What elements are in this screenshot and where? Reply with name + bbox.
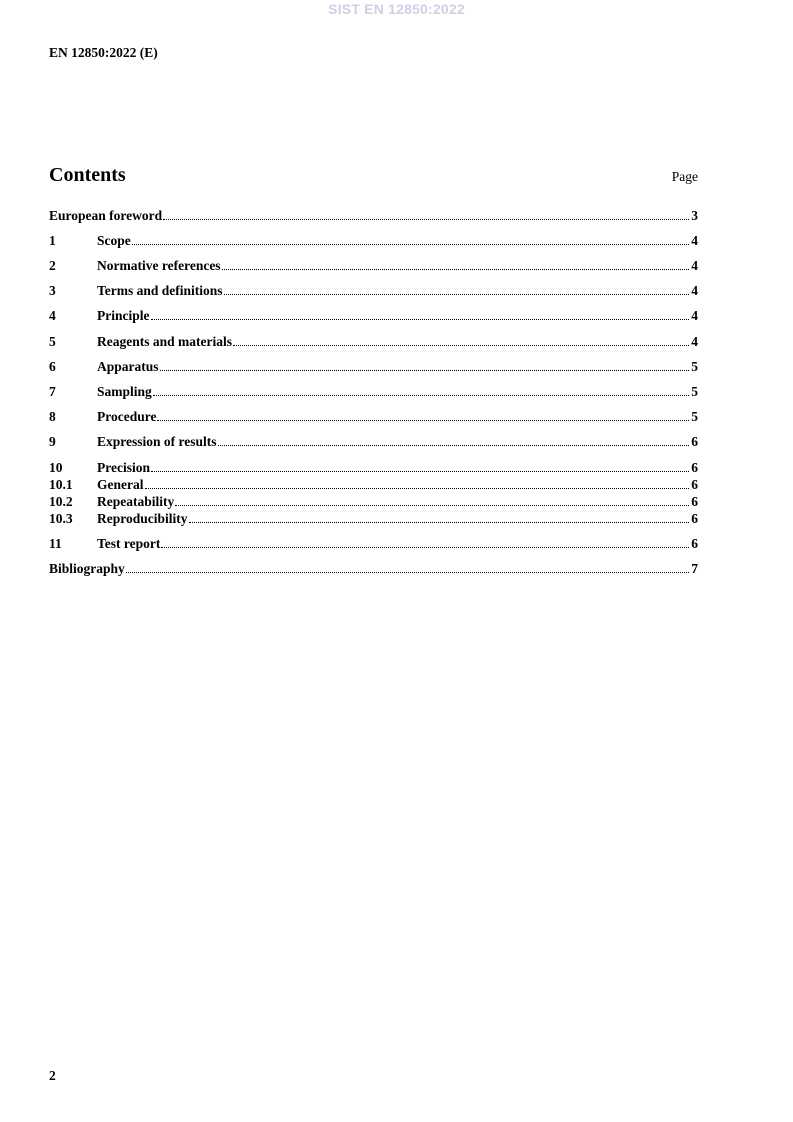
toc-entry-title: Precision [97,460,150,475]
toc-entry-number: 6 [49,359,56,374]
toc-entry-number: 10.1 [49,477,73,492]
toc-entry-number: 7 [49,384,56,399]
toc-entry-title: Expression of results [97,434,217,449]
toc-entry-number: 10.3 [49,511,73,526]
toc-entry-reproducibility[interactable] [49,511,698,527]
dot-leader [151,470,689,472]
toc-entry-number: 4 [49,308,56,323]
toc-entry-apparatus[interactable] [49,359,698,375]
toc-entry-page: 4 [691,233,698,248]
toc-entry-title: Normative references [97,258,221,273]
toc-entry-number: 3 [49,283,56,298]
toc-entry-page: 6 [691,460,698,475]
toc-entry-page: 6 [691,494,698,509]
toc-entry-title: Apparatus [97,359,159,374]
toc-entry-page: 5 [691,384,698,399]
toc-entry-title: Bibliography [49,561,125,576]
toc-entry-title: Test report [97,536,161,551]
toc-entry-page: 7 [691,561,698,576]
toc-entry-title: Sampling [97,384,152,399]
toc-entry-title: Scope [97,233,131,248]
toc-entry-bibliography[interactable] [49,561,698,577]
toc-entry-page: 6 [691,536,698,551]
toc-entry-normative-references[interactable] [49,258,698,274]
toc-entry-test-report[interactable] [49,536,698,552]
document-id: EN 12850:2022 (E) [49,45,158,60]
dot-leader [153,394,689,396]
toc-entry-expression-of-results[interactable] [49,434,698,450]
dot-leader [160,369,690,371]
dot-leader [218,444,690,446]
toc-entry-page: 3 [691,208,698,223]
page-column-label: Page [671,169,698,184]
toc-entry-number: 8 [49,409,56,424]
toc-entry-number: 10.2 [49,494,73,509]
toc-entry-scope[interactable] [49,233,698,249]
toc-entry-precision[interactable] [49,460,698,476]
toc-entry-title: Procedure [97,409,157,424]
toc-entry-european-foreword[interactable] [49,208,698,224]
contents-heading: Contents [49,164,126,186]
toc-entry-page: 6 [691,511,698,526]
toc-entry-procedure[interactable] [49,409,698,425]
toc-entry-title: European foreword [49,208,163,223]
toc-entry-title: Terms and definitions [97,283,223,298]
dot-leader [126,571,689,573]
toc-entry-terms-and-definitions[interactable] [49,283,698,299]
toc-entry-title: Reagents and materials [97,334,232,349]
toc-entry-page: 5 [691,359,698,374]
toc-entry-page: 4 [691,283,698,298]
toc-entry-page: 6 [691,434,698,449]
toc-entry-page: 4 [691,258,698,273]
dot-leader [222,268,690,270]
dot-leader [157,419,689,421]
dot-leader [189,521,690,523]
toc-entry-title: Principle [97,308,150,323]
toc-entry-principle[interactable] [49,308,698,324]
dot-leader [145,487,690,489]
toc-entry-number: 11 [49,536,62,551]
toc-entry-page: 5 [691,409,698,424]
toc-entry-title: Reproducibility [97,511,188,526]
toc-entry-reagents-and-materials[interactable] [49,334,698,350]
toc-entry-sampling[interactable] [49,384,698,400]
toc-entry-page: 6 [691,477,698,492]
toc-entry-number: 5 [49,334,56,349]
dot-leader [163,218,689,220]
toc-entry-page: 4 [691,308,698,323]
dot-leader [161,546,689,548]
dot-leader [233,344,689,346]
toc-entry-page: 4 [691,334,698,349]
dot-leader [151,318,690,320]
page-number: 2 [49,1068,56,1083]
toc-entry-repeatability[interactable] [49,494,698,510]
toc-entry-number: 2 [49,258,56,273]
dot-leader [175,504,689,506]
toc-entry-general[interactable] [49,477,698,493]
dot-leader [132,243,690,245]
toc-entry-number: 10 [49,460,63,475]
watermark: SIST EN 12850:2022 [328,1,465,17]
toc-entry-title: Repeatability [97,494,175,509]
toc-entry-number: 9 [49,434,56,449]
toc-entry-title: General [97,477,144,492]
dot-leader [224,293,690,295]
toc-entry-number: 1 [49,233,56,248]
